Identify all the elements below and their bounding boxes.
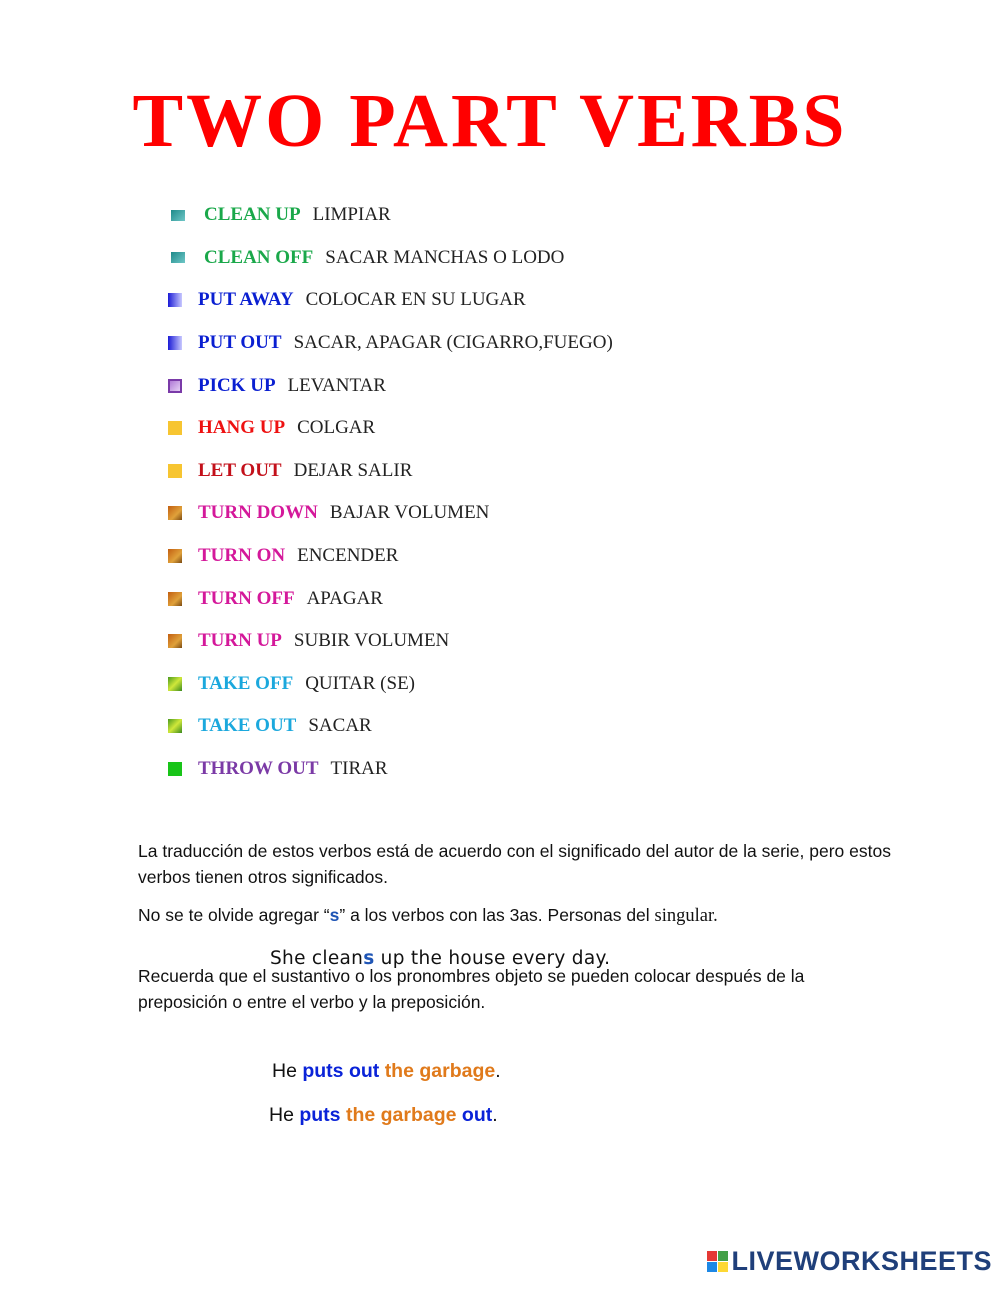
verb-item [168,663,868,706]
verb-meaning: APAGAR [306,587,383,609]
verb-phrase: PUT AWAY [198,289,294,311]
example-puts-garbage-out: He puts the garbage out. [269,1104,498,1126]
verb-item [168,705,868,748]
verb-phrase: LET OUT [198,459,282,481]
verb-item [168,194,868,237]
bullet-icon [168,549,182,563]
verb-item [168,237,868,280]
verb-phrase: HANG UP [198,417,286,439]
verb-meaning: SACAR MANCHAS O LODO [325,246,565,268]
example-cleans-up: She cleans up the house every day. [270,948,611,969]
highlight-s: s [329,905,340,925]
bullet-icon [171,252,185,263]
verb-meaning: SACAR, APAGAR (CIGARRO,FUEGO) [293,332,613,354]
verb-phrase: THROW OUT [198,758,319,780]
note-third-person: No se te olvide agregar “s” a los verbos con las 3as. Personas del singular. [138,905,718,926]
verb-item [168,577,868,620]
brand-name: LIVEWORKSHEETS [731,1246,992,1276]
bullet-icon [168,293,182,307]
verb-item [168,620,868,663]
verb-meaning: BAJAR VOLUMEN [329,502,490,524]
bullet-icon [168,421,182,435]
notes-section [138,838,898,1027]
verb-meaning: LIMPIAR [312,204,391,226]
bullet-icon [168,336,182,350]
bullet-icon [168,592,182,606]
bullet-icon [168,762,182,776]
verb-item [168,535,868,578]
verb-item [168,748,868,791]
verb-phrase: TAKE OFF [198,672,294,694]
verb-item [168,407,868,450]
verb-phrase: PUT OUT [198,332,282,354]
verb-meaning: ENCENDER [297,545,399,567]
verb-phrase: PICK UP [198,374,276,396]
verb-meaning: LEVANTAR [287,374,386,396]
verb-phrase: TURN DOWN [198,502,318,524]
bullet-icon [171,210,185,221]
verb-phrase: TAKE OUT [198,715,297,737]
example-puts-out-garbage: He puts out the garbage. [272,1060,501,1082]
verb-phrase: CLEAN UP [204,204,301,226]
verb-meaning: SACAR [308,715,372,737]
verb-item [168,492,868,535]
bullet-icon [168,464,182,478]
verb-meaning: DEJAR SALIR [293,459,413,481]
liveworksheets-logo [707,1246,992,1277]
verb-item [168,322,868,365]
verb-phrase: TURN UP [198,630,282,652]
bullet-icon [168,634,182,648]
verb-phrase: TURN OFF [198,587,295,609]
note-object-position: Recuerda que el sustantivo o los pronombres objeto se pueden colocar después de la preposición o entre el verbo y la preposición. [138,966,805,1012]
verb-meaning: QUITAR (SE) [305,672,416,694]
worksheet-title: TWO PART VERBS [132,79,848,163]
verb-item [168,279,868,322]
verb-meaning: TIRAR [330,758,388,780]
bullet-icon [168,379,182,393]
verb-meaning: COLOCAR EN SU LUGAR [305,289,526,311]
verb-item [168,364,868,407]
verb-item [168,450,868,493]
bullet-icon [168,506,182,520]
verb-meaning: SUBIR VOLUMEN [293,630,450,652]
bullet-icon [168,719,182,733]
verb-phrase: TURN ON [198,545,286,567]
liveworksheets-icon [707,1251,728,1272]
verb-meaning: COLGAR [297,417,376,439]
verb-list [168,194,868,790]
verb-phrase: CLEAN OFF [204,246,314,268]
bullet-icon [168,677,182,691]
note-translation: La traducción de estos verbos está de acuerdo con el significado del autor de la serie, pero estos verbos tienen otros significados. [138,841,891,887]
